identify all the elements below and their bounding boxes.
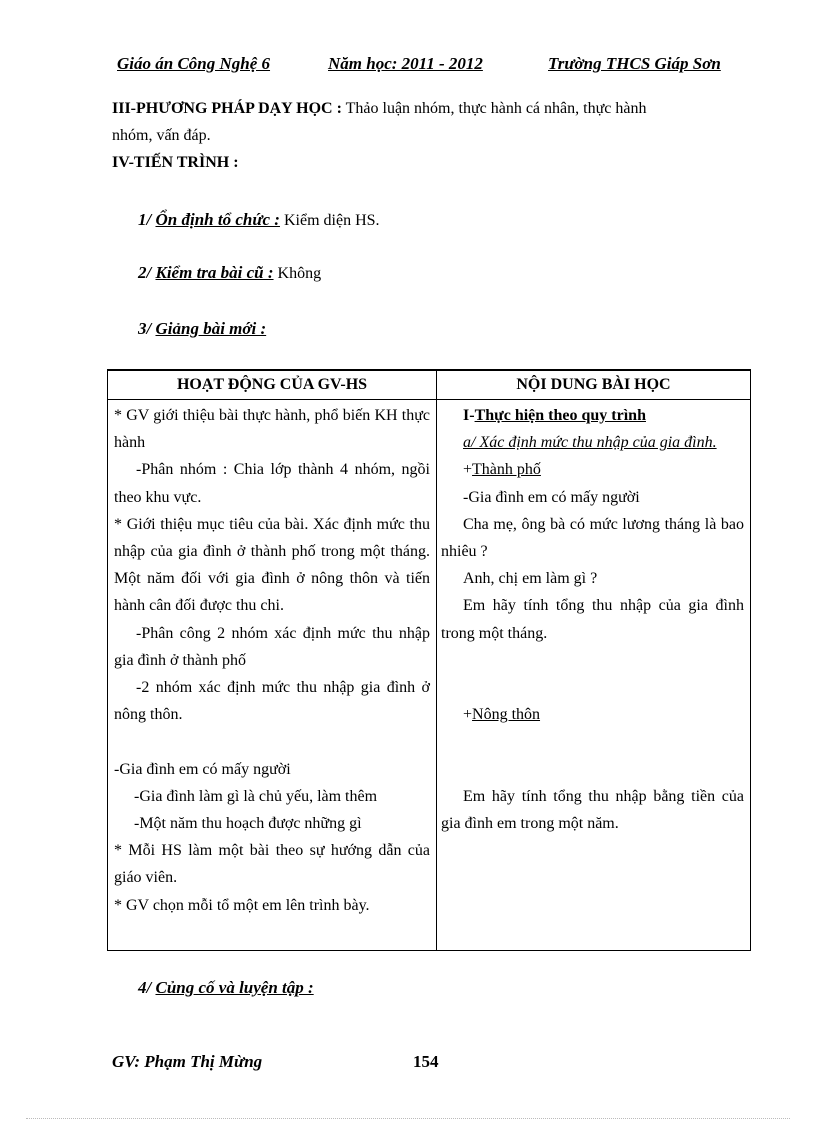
activities-cell xyxy=(108,400,437,951)
step-1 xyxy=(138,210,380,230)
section-methods xyxy=(112,100,646,118)
content-heading xyxy=(441,402,744,429)
content-rural xyxy=(441,701,744,728)
step-4-num: 4/ xyxy=(138,978,156,997)
content-city xyxy=(441,456,744,483)
content-rural-label: Nông thôn xyxy=(472,706,541,724)
section-methods-text: Thảo luận nhóm, thực hành cá nhân, thực hành xyxy=(341,100,647,117)
step-4-title: Củng cố và luyện tập : xyxy=(155,978,314,997)
step-2 xyxy=(138,263,321,283)
lesson-table xyxy=(107,369,751,951)
activity-line: * GV giới thiệu bài thực hành, phổ biến KH thực hành xyxy=(114,407,430,452)
step-3-title: Giảng bài mới : xyxy=(155,319,267,338)
page-number: 154 xyxy=(413,1052,439,1071)
activity-line: * Giới thiệu mục tiêu của bài. Xác định mức thu nhập của gia đình ở thành phố trong một tháng. Một năm đối với gia đình ở nông thôn và tiến hành cân đối được thu chi. xyxy=(114,515,430,615)
step-2-title: Kiểm tra bài cũ : xyxy=(155,263,274,282)
activity-line: -Phân công 2 nhóm xác định mức thu nhập gia đình ở thành phố xyxy=(114,624,430,669)
lesson-table-row xyxy=(108,400,751,951)
content-cell xyxy=(437,400,751,951)
content-line: Em hãy tính tổng thu nhập bằng tiền của gia đình em trong một năm. xyxy=(441,787,744,832)
activity-line: -Gia đình làm gì là chủ yếu, làm thêm xyxy=(134,787,378,805)
activity-line: * GV chọn mỗi tổ một em lên trình bày. xyxy=(114,896,370,914)
lesson-table-header-row xyxy=(108,370,751,400)
content-line: -Gia đình em có mấy người xyxy=(463,488,640,506)
header-school: Trường THCS Giáp Sơn xyxy=(548,54,721,73)
content-heading-text: Thực hiện theo quy trình xyxy=(474,407,646,424)
step-2-text: Không xyxy=(273,265,322,282)
content-sub-a: a/ Xác định mức thu nhập của gia đình. xyxy=(463,434,717,452)
content-line: Cha mẹ, ông bà có mức lương tháng là bao nhiêu ? xyxy=(441,515,744,561)
activity-line: -Gia đình em có mấy người xyxy=(114,760,291,778)
step-4 xyxy=(138,978,314,998)
footer-teacher: GV: Phạm Thị Mừng xyxy=(112,1052,263,1071)
header-subject: Giáo án Công Nghệ 6 xyxy=(117,54,271,73)
step-3 xyxy=(138,319,266,339)
activity-line: * Mỗi HS làm một bài theo sự hướng dẫn của giáo viên. xyxy=(114,842,430,887)
content-rural-prefix: + xyxy=(463,706,473,724)
header-activities: HOẠT ĐỘNG CỦA GV-HS xyxy=(108,370,437,400)
content-city-prefix: + xyxy=(463,461,473,479)
step-1-title: Ổn định tổ chức : xyxy=(155,210,280,229)
header-content: NỘI DUNG BÀI HỌC xyxy=(437,370,751,400)
section-methods-label: III-PHƯƠNG PHÁP DẠY HỌC : xyxy=(112,100,342,117)
content-line: Anh, chị em làm gì ? xyxy=(463,570,598,588)
activity-line: -2 nhóm xác định mức thu nhập gia đình ở nông thôn. xyxy=(114,679,430,724)
step-1-num: 1/ xyxy=(138,210,156,229)
activity-line: -Một năm thu hoạch được những gì xyxy=(134,815,362,833)
header-school-year: Năm học: 2011 - 2012 xyxy=(328,54,483,73)
step-3-num: 3/ xyxy=(138,319,156,338)
content-line: Em hãy tính tổng thu nhập của gia đình trong một tháng. xyxy=(441,597,744,642)
section-process-label: IV-TIẾN TRÌNH : xyxy=(112,154,239,171)
content-city-label: Thành phố xyxy=(472,461,541,479)
activity-line: -Phân nhóm : Chia lớp thành 4 nhóm, ngồi theo khu vực. xyxy=(114,461,430,506)
step-1-text: Kiểm diện HS. xyxy=(279,212,380,229)
step-2-num: 2/ xyxy=(138,263,156,282)
page-edge-divider xyxy=(26,1118,790,1119)
content-heading-prefix: I- xyxy=(463,407,475,424)
section-methods-line2: nhóm, vấn đáp. xyxy=(112,127,211,144)
